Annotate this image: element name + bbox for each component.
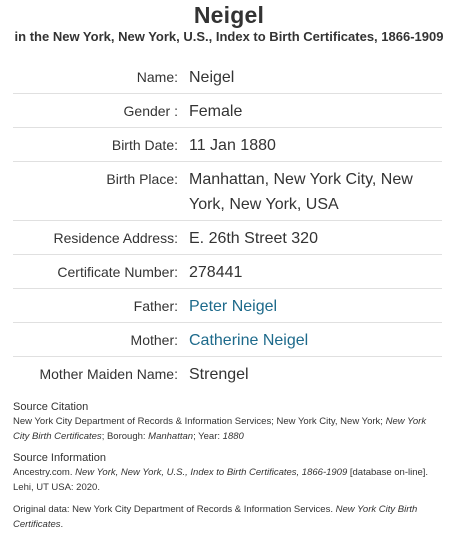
- original-data-collection: New York City Birth Certificates: [13, 504, 418, 530]
- field-label-birth-date: Birth Date:: [111, 137, 178, 153]
- source-citation-collection: New York City Birth Certificates: [13, 416, 427, 442]
- field-value-mother-maiden-name: Strengel: [189, 366, 249, 383]
- collection-subtitle: in the New York, New York, U.S., Index to Birth Certificates, 1866-1909: [14, 29, 444, 44]
- field-label-birth-place: Birth Place:: [106, 171, 178, 187]
- field-row-gender: [13, 94, 442, 128]
- source-information-database: New York, New York, U.S., Index to Birth Certificates, 1866-1909: [75, 467, 348, 478]
- source-information-block: [13, 451, 443, 495]
- field-value-gender: Female: [189, 103, 243, 120]
- original-data-text: [13, 502, 443, 532]
- page-title: Neigel: [193, 2, 265, 28]
- field-label-certificate-number: Certificate Number:: [57, 264, 178, 280]
- field-value-name: Neigel: [189, 69, 235, 86]
- original-data-text-1: Original data: New York City Department of Records & Information Services.: [13, 504, 336, 515]
- source-information-text-1: Ancestry.com.: [13, 467, 76, 478]
- field-row-mother-maiden-name: [13, 357, 442, 390]
- source-citation-year: 1880: [222, 431, 244, 442]
- field-label-residence-address: Residence Address:: [53, 230, 178, 246]
- source-citation-heading: Source Citation: [13, 401, 89, 413]
- father-link[interactable]: Peter Neigel: [189, 298, 278, 315]
- field-row-birth-place: [13, 162, 442, 221]
- field-label-mother: Mother:: [130, 332, 178, 348]
- record-details-table: [13, 60, 442, 390]
- source-citation-block: [13, 400, 443, 444]
- field-label-father: Father:: [133, 298, 178, 314]
- field-value-birth-place: Manhattan, New York City, New York, New York, USA: [189, 171, 413, 213]
- mother-link[interactable]: Catherine Neigel: [189, 332, 309, 349]
- field-label-mother-maiden-name: Mother Maiden Name:: [39, 366, 178, 382]
- field-value-birth-date: 11 Jan 1880: [189, 137, 276, 154]
- original-data-text-2: .: [60, 519, 64, 530]
- field-row-birth-date: [13, 128, 442, 162]
- source-information-heading: Source Information: [13, 452, 106, 464]
- source-citation-text: [13, 414, 443, 444]
- source-information-text: [13, 465, 443, 495]
- field-value-residence-address: E. 26th Street 320: [189, 230, 318, 247]
- record-header: [0, 0, 458, 45]
- field-label-name: Name:: [136, 69, 178, 85]
- field-row-residence-address: [13, 221, 442, 255]
- source-information-text-2: [database on-line]. Lehi, UT USA: 2020.: [13, 467, 429, 493]
- field-row-father: [13, 289, 442, 323]
- field-value-certificate-number: 278441: [189, 264, 243, 281]
- source-citation-borough: Manhattan: [148, 431, 194, 442]
- source-citation-text-2: ; Borough:: [101, 431, 149, 442]
- original-data-block: [13, 502, 443, 532]
- source-section: [13, 400, 443, 539]
- source-citation-text-1: New York City Department of Records & Information Services; New York City, New York;: [13, 416, 386, 427]
- source-citation-text-3: ; Year:: [193, 431, 223, 442]
- field-label-gender: Gender :: [123, 103, 178, 119]
- field-row-mother: [13, 323, 442, 357]
- field-row-name: [13, 60, 442, 94]
- field-row-certificate-number: [13, 255, 442, 289]
